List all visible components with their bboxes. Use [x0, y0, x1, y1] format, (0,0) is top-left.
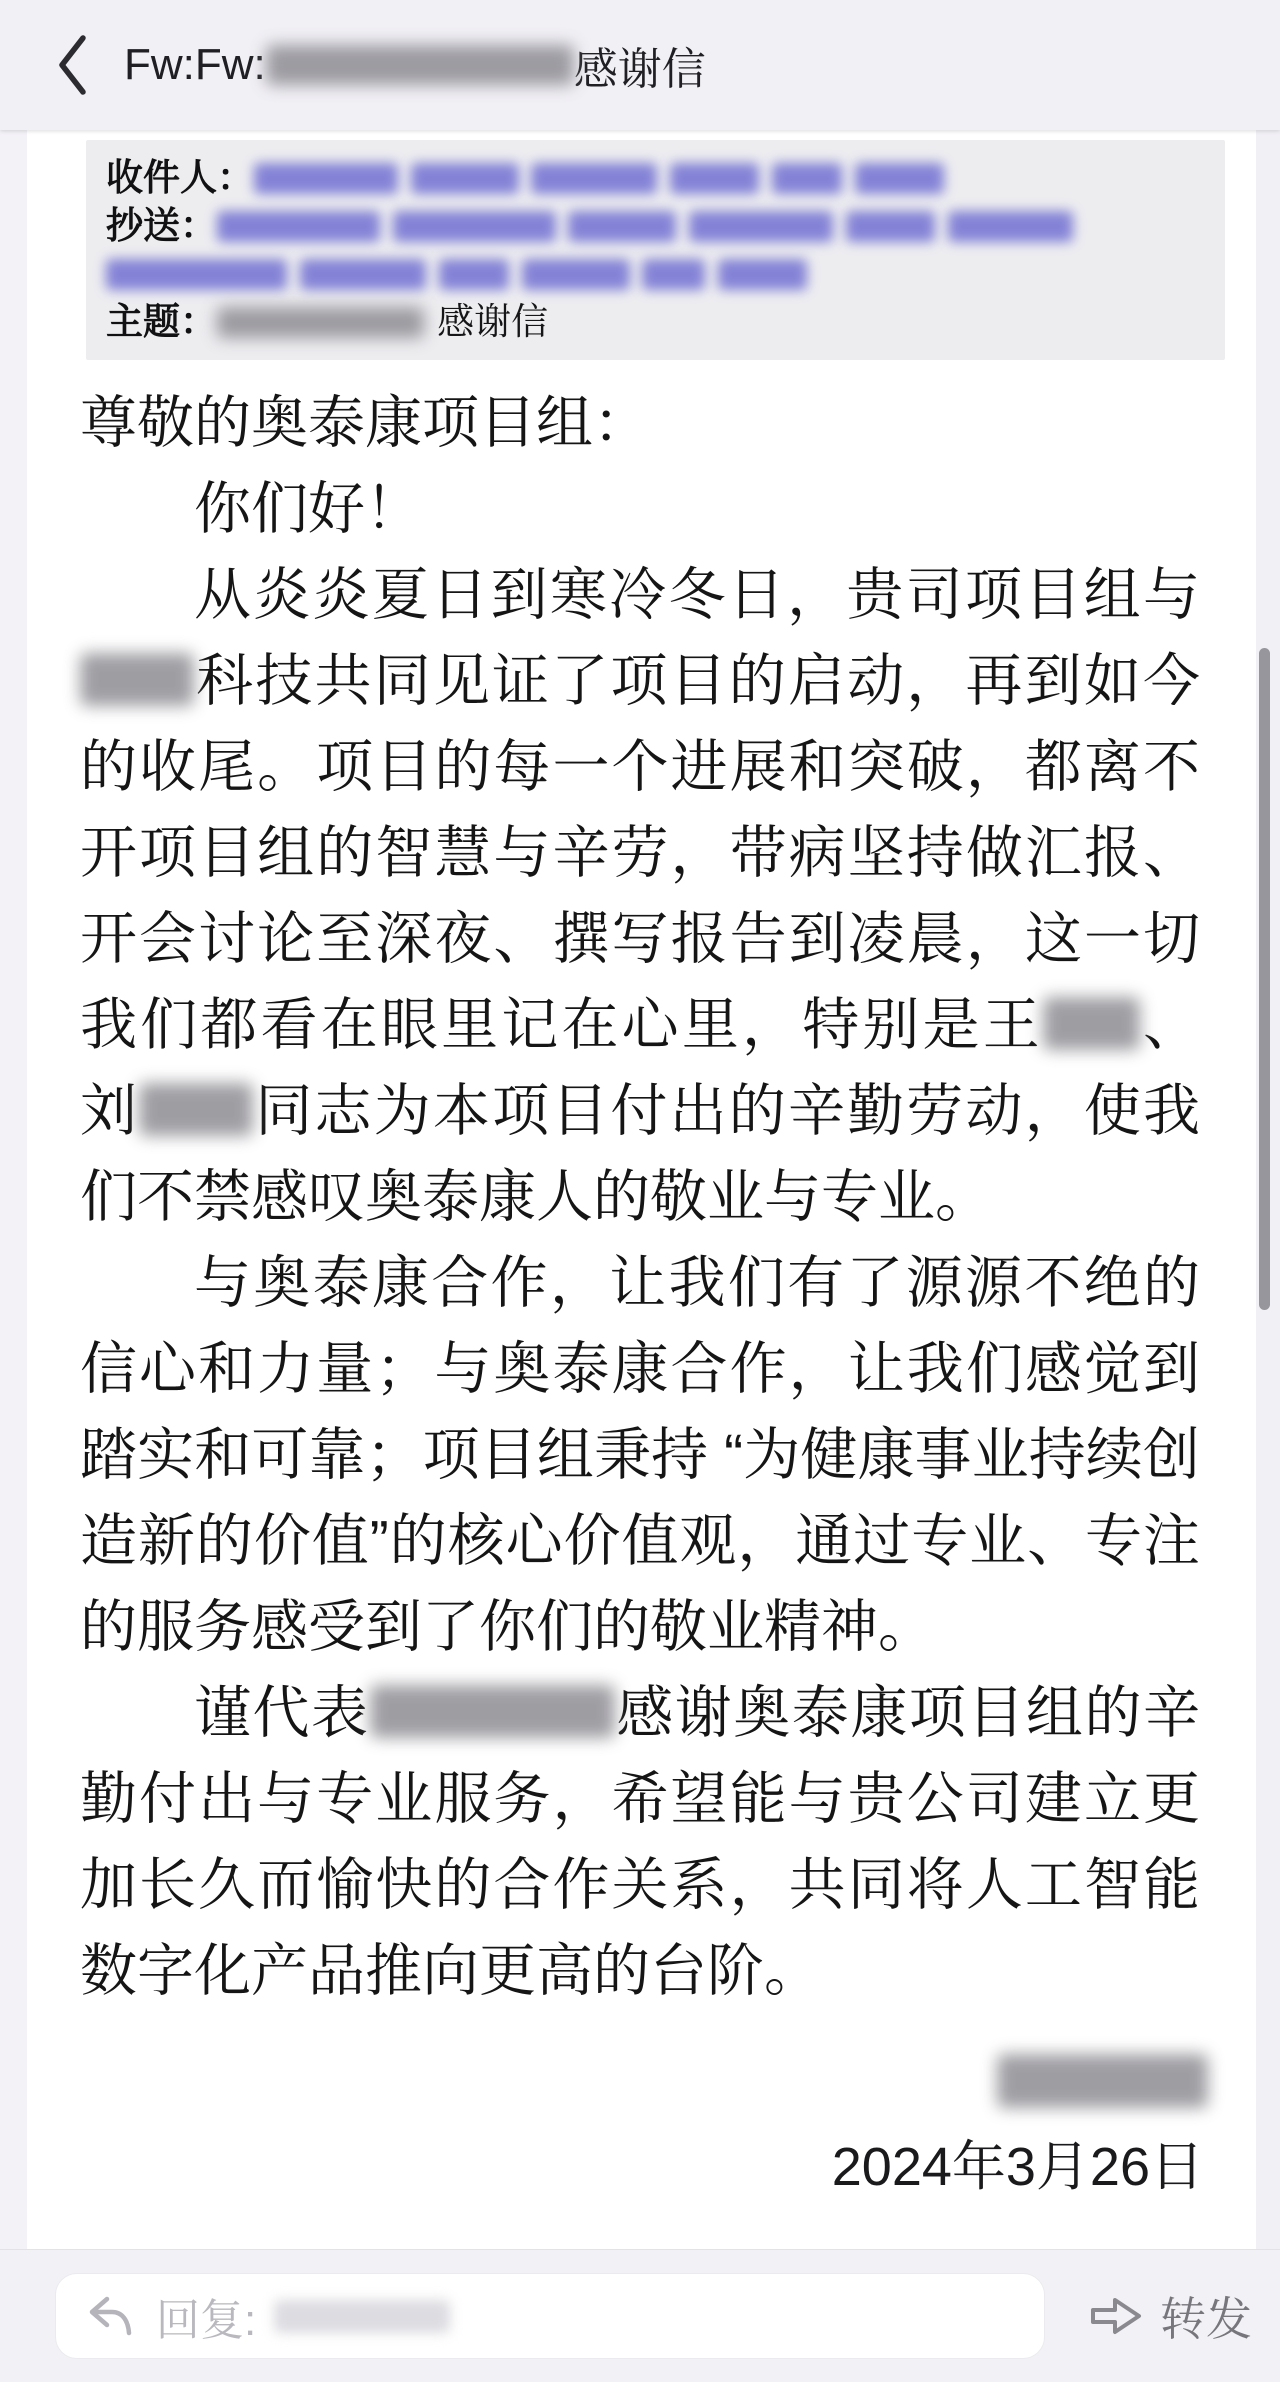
- letter-paragraph: 与奥泰康合作，让我们有了源源不绝的信心和力量；与奥泰康合作，让我们感觉到踏实和可靠；项目组秉持 “为健康事业持续创造新的价值”的核心价值观，通过专业、专注的服务感受到了你们的敬业精神。: [80, 1251, 1200, 1659]
- signature-line: [27, 2050, 1256, 2116]
- page-title: [124, 33, 706, 97]
- redacted-address-link[interactable]: [689, 211, 833, 241]
- navbar: [0, 0, 1280, 130]
- redacted-address-link[interactable]: [642, 259, 705, 289]
- scrollbar-thumb[interactable]: [1259, 648, 1270, 1310]
- redacted-address-link[interactable]: [522, 259, 629, 289]
- redacted-address-link[interactable]: [772, 163, 842, 193]
- field-label: 主题：: [106, 301, 217, 342]
- redacted-text: [217, 307, 424, 337]
- redacted-address-link[interactable]: [718, 259, 807, 289]
- redacted-address-link[interactable]: [393, 211, 556, 241]
- redacted-title-text: [266, 45, 574, 85]
- redacted-signature: [997, 2054, 1208, 2108]
- field-value: 感谢信: [437, 301, 549, 342]
- title-suffix: 感谢信: [573, 45, 706, 94]
- redacted-text: [80, 653, 194, 705]
- redacted-address-link[interactable]: [254, 163, 398, 193]
- forward-button[interactable]: [1088, 2283, 1252, 2349]
- mail-content: [0, 130, 1280, 2250]
- letter-paragraph: 你们好！: [194, 477, 422, 541]
- redacted-text: [139, 1083, 253, 1135]
- bottom-toolbar: [0, 2249, 1280, 2382]
- letter-body: [27, 360, 1256, 2014]
- redacted-address-link[interactable]: [300, 259, 426, 289]
- redacted-address-link[interactable]: [846, 211, 935, 241]
- back-button[interactable]: [50, 31, 94, 99]
- redacted-address-link[interactable]: [568, 211, 675, 241]
- reply-icon: [84, 2290, 136, 2342]
- redacted-reply-name: [274, 2300, 450, 2333]
- mail-header-field: [106, 298, 1205, 346]
- letter-paragraph: 谨代表 感谢奥泰康项目组的辛勤付出与专业服务，希望能与贵公司建立更加长久而愉快的合作关系，共同将人工智能数字化产品推向更高的台阶。: [80, 1681, 1200, 2003]
- letter-date: 2024年3月26日: [831, 2137, 1204, 2197]
- letter-paragraph: 尊敬的奥泰康项目组：: [80, 391, 650, 455]
- reply-input[interactable]: [55, 2273, 1045, 2359]
- redacted-address-link[interactable]: [531, 163, 657, 193]
- redacted-address-link[interactable]: [217, 211, 380, 241]
- field-label: 抄送：: [106, 205, 217, 246]
- redacted-address-link[interactable]: [948, 211, 1074, 241]
- mail-card: [27, 130, 1256, 2250]
- redacted-address-link[interactable]: [411, 163, 518, 193]
- redacted-text: [370, 1685, 615, 1737]
- title-prefix: Fw:Fw:: [124, 40, 266, 89]
- redacted-address-link[interactable]: [670, 163, 759, 193]
- mail-header-fields: [86, 140, 1225, 360]
- redacted-address-link[interactable]: [855, 163, 944, 193]
- field-label: 收件人：: [106, 157, 254, 198]
- chevron-left-icon: [52, 32, 92, 98]
- letter-paragraph: 从炎炎夏日到寒冷冬日，贵司项目组与科技共同见证了项目的启动，再到如今的收尾。项目的每一个进展和突破，都离不开项目组的智慧与辛劳，带病坚持做汇报、开会讨论至深夜、撰写报告到凌晨，这一切我们都看在眼里记在心里，特别是王 、刘 同志为本项目付出的辛勤劳动，使我们不禁感叹奥泰康人的敬业与专业。: [80, 563, 1201, 1229]
- forward-icon: [1088, 2292, 1146, 2340]
- redacted-address-link[interactable]: [439, 259, 509, 289]
- mail-header-field: [106, 154, 1205, 202]
- reply-placeholder: 回复:: [156, 2284, 450, 2348]
- redacted-address-link[interactable]: [106, 259, 287, 289]
- forward-label: 转发: [1160, 2293, 1252, 2345]
- redacted-text: [1043, 997, 1140, 1049]
- mail-header-field: [106, 202, 1205, 298]
